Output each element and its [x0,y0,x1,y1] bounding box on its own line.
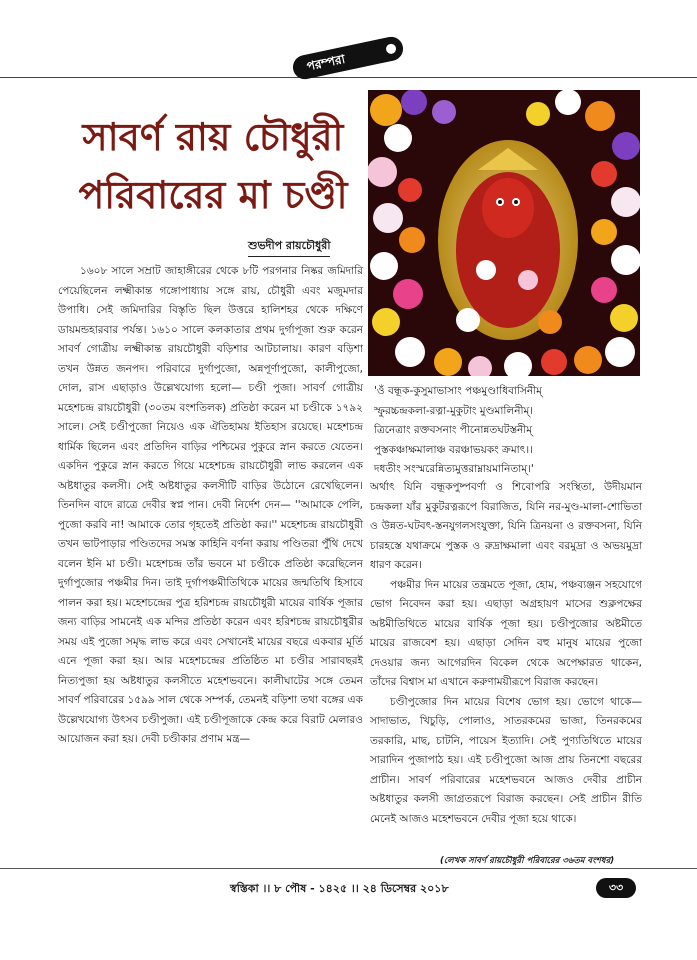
tab-dot-icon [385,43,397,55]
author-byline: শুভদীপ রায়চৌধুরী [248,237,330,257]
section-tab-label: পরম্পরা [305,51,347,74]
right-paragraph-2: পঞ্চমীর দিন মায়ের তন্ত্রমতে পূজা, হোম, পঞ্চব্যঞ্জন সহযোগে ভোগ নিবেদন করা হয়। এছাড়া অগ্রহায়ণ মাসের শুক্লপক্ষের অষ্টমীতিথিতে মায়ের বার্ষিক পূজা হয়। চণ্ডীপুজোর অষ্টমীতে মায়ের রাজবেশ হয়। এছাড়া সেদিন বহু মানুষ মায়ের পুজো দেওয়ার জন্য আগেরদিন বিকেল থেকে অপেক্ষারত থাকেন, তাঁদের বিশ্বাস মা এখানে করুণাময়ীরূপে বিরাজ করছেন। [370,578,642,688]
author-note: (লেখক সাবর্ণ রায়চৌধুরী পরিবারের ৩৬তম বংশধর) [440,856,615,866]
right-column [370,478,642,829]
title-line-1: সাবর্ণ রায় চৌধুরী [82,114,344,159]
mantra-verse: 'ওঁ বন্ধূক-কুসুমাভাসাং পঞ্চমুণ্ডাধিবাসিনীম্ স্ফুরচ্চন্দ্রকলা-রত্না-মুকুটাং মুণ্ডমালিনীম্। ত্রিনেত্রাং রক্তবসনাং পীনোন্নতঘটস্তনীম্ পুস্তকঞ্চাক্ষমালাঞ্চ বরঞ্চাভয়কং ক্রমাৎ।। দধতীং সংস্মরেন্নিত্যমুত্তরাম্নায়মানিতাম্।' [374,385,543,475]
page-number: ৩৩ [596,878,636,898]
footer-rule [0,868,697,869]
title-line-2: পরিবারের মা চণ্ডী [78,172,348,217]
article-title [68,108,358,224]
right-paragraph-1: অর্থাৎ যিনি বন্ধূকপুষ্পবর্ণা ও শিবোপরি সংস্থিতা, উদীয়মান চন্দ্রকলা যাঁর মুকুটরত্নরূপে বিরাজিত, যিনি নর-মুণ্ড-মালা-শোভিতা ও উন্নত-ঘটবৎ-স্তনযুগলসংযুক্তা, যিনি ত্রিনয়না ও রক্তবসনা, যিনি চারহস্তে যথাক্রমে পুস্তক ও রুদ্রাক্ষমালা এবং বরমুদ্রা ও অভয়মুদ্রা ধারণ করেন। [370,481,642,571]
deity-photo [368,90,640,376]
left-column-text: ১৬০৮ সালে সম্রাট জাহাঙ্গীরের থেকে ৮টি পরগনার নিষ্কর জমিদারি পেয়েছিলেন লক্ষ্মীকান্ত গঙ্গোপাধ্যায় সঙ্গে রায়, চৌধুরী এবং মজুমদার উপাধি। সেই জমিদারির বিস্তৃতি ছিল উত্তরে হালিশহর থেকে দক্ষিণে ডায়মন্ডহারবার পর্যন্ত। ১৬১০ সালে কলকাতার প্রথম দুর্গাপূজা শুরু করেন সাবর্ণ গোত্রীয় লক্ষ্মীকান্ত রায়চৌধুরী বড়িশার আটচালায়। কারণ বড়িশা তখন উন্নত জনপদ। পরিবারে দুর্গাপুজো, অন্নপূর্ণাপুজো, কালীপুজো, দোল, রাস এছাড়াও উল্লেখযোগ্য হলো— চণ্ডী পুজা। সাবর্ণ গোত্রীয় মহেশচন্দ্র রায়চৌধুরী (৩০তম বংশতিলক) প্রতিষ্ঠা করেন মা চণ্ডীকে ১৭৯২ সালে। সেই চণ্ডীপুজো নিয়েও এক ঐতিহাময় ইতিহাস রয়েছে। মহেশচন্দ্র ধার্মিক ছিলেন এবং প্রতিদিন বাড়ির পশ্চিমের পুকুরে স্নান করতে যেতেন। একদিন পুকুরে স্নান করতে গিয়ে মহেশচন্দ্র রায়চৌধুরী লাভ করলেন এক অষ্টধাতুর কলসী। সেই অষ্টধাতুর কলসীটি বাড়ির উঠোনে রেখেছিলেন। তিনদিন বাদে রাত্রে দেবীর স্বপ্ন পান। দেবী নির্দেশ দেন— ''আমাকে পেলি, পুজো করবি না! আমাকে তোর গৃহতেই প্রতিষ্ঠা কর।'' মহেশচন্দ্র রায়চৌধুরী তখন ভাটপাড়ার পণ্ডিতদের সমস্ত কাহিনি বর্ণনা করায় পণ্ডিতরা পুঁথি দেখে বলেন ইনি মা চণ্ডী। মহেশচন্দ্র তাঁর ভবনে মা চণ্ডীকে প্রতিষ্ঠা করেছিলেন দুর্গাপুজোর পঞ্চমীর দিন। তাই দুর্গাপঞ্চমীতিথিকে মায়ের জন্মতিথি হিসাবে পালন করা হয়। মহেশচন্দ্রের পুত্র হরিশচন্দ্র রায়চৌধুরী মায়ের বার্ষিক পূজার জন্য বাড়ির সামনেই এক মন্দির প্রতিষ্ঠা করেন এবং হরিশচন্দ্র রায়চৌধুরীর সময় এই পুজো সমৃদ্ধ লাভ করে এবং সেখানেই মায়ের বছরে একবার মূর্তি এনে পূজা করা হয়। আর মহেশচন্দ্রের প্রতিষ্ঠিত মা চণ্ডীর সারাবছরই নিত্যপুজা হয় অষ্টধাতুর কলসীতে মহেশভবনে। কালীঘাটের সঙ্গে তেমন সাবর্ণ পরিবারের ১৫৯৯ সাল থেকে সম্পর্ক, তেমনই বড়িশা তথা বঙ্গের এক উল্লেখযোগ্য উৎসব চণ্ডীপুজা। এই চণ্ডীপূজাকে কেন্দ্র করে বিরাট মেলারও আয়োজন করা হয়। দেবী চণ্ডীকার প্রণাম মন্ত্র— [58,265,363,745]
publication-line: স্বস্তিকা ।। ৮ পৌষ - ১৪২৫ ।। ২৪ ডিসেম্বর ২০১৮ [230,882,449,895]
left-column [58,262,363,750]
header-rule [0,77,697,78]
deity-flowers-illustration [368,90,640,376]
right-paragraph-3: চণ্ডীপুজোর দিন মায়ের বিশেষ ভোগ হয়। ভোগে থাকে— সাদাভাত, খিচুড়ি, পোলাও, সাতরকমের ভাজা, তিনরকমের তরকারি, মাছ, চাটনি, পায়েস ইত্যাদি। সেই পুণ্যতিথিতে মায়ের সারাদিন পুজাপাঠ হয়। এই চণ্ডীপুজো আজ প্রায় তিনশো বছরের প্রাচীন। সাবর্ণ পরিবারের মহেশভবনে আজও দেবীর প্রাচীন অষ্টধাতুর কলসী জাগ্রতরূপে বিরাজ করছেন। সেই প্রাচীন রীতি মেনেই আজও মহেশভবনে দেবীর পূজা হয়ে থাকে। [370,695,642,825]
section-tab [291,35,406,82]
